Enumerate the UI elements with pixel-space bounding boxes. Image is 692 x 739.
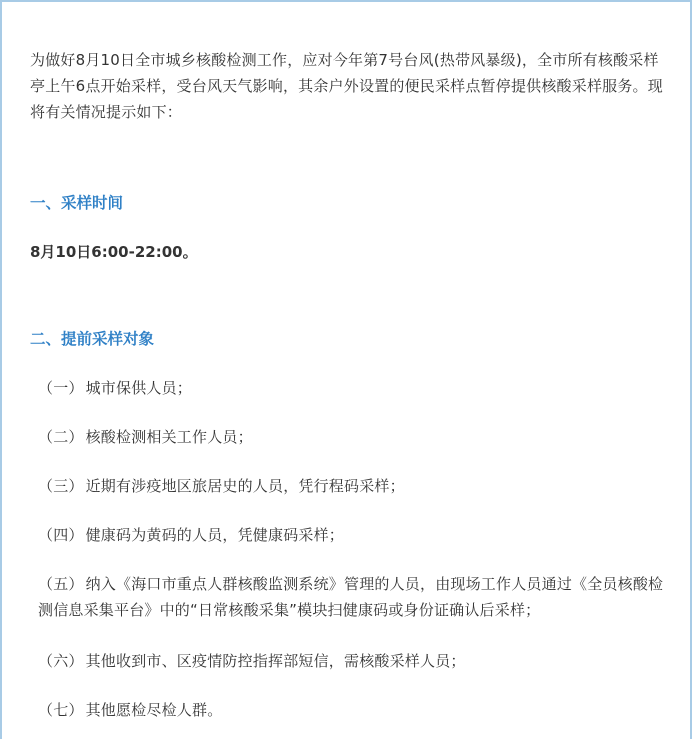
list-item-text: 核酸检测相关工作人员； <box>85 428 253 446</box>
list-item-text: 健康码为黄码的人员，凭健康码采样； <box>85 526 345 544</box>
list-item <box>30 522 670 548</box>
list-item-index: （四） <box>38 526 84 544</box>
sampling-time: 8月10日6:00-22:00。 <box>30 243 198 261</box>
list-item <box>30 424 670 450</box>
list-item <box>30 648 670 674</box>
list-item-index: （二） <box>38 428 84 446</box>
section-heading-targets: 二、提前采样对象 <box>30 330 155 348</box>
list-item <box>30 473 670 499</box>
list-item <box>30 697 670 723</box>
list-item-index: （六） <box>38 652 84 670</box>
list-item-index: （一） <box>38 379 84 397</box>
list-item-index: （三） <box>38 477 84 495</box>
list-item-text: 近期有涉疫地区旅居史的人员，凭行程码采样； <box>85 477 405 495</box>
list-item-index: （五） <box>38 575 84 593</box>
list-item-text: 纳入《海口市重点人群核酸监测系统》管理的人员，由现场工作人员通过《全员核酸检测信息采集平台》中的“日常核酸采集”模块扫健康码或身份证确认后采样； <box>38 575 664 619</box>
list-item <box>30 571 670 623</box>
intro-paragraph: 为做好8月10日全市城乡核酸检测工作，应对今年第7号台风(热带风暴级)，全市所有核酸采样亭上午6点开始采样，受台风天气影响，其余户外设置的便民采样点暂停提供核酸采样服务。现将有关情况提示如下： <box>30 51 663 121</box>
list-item-text: 城市保供人员； <box>85 379 193 397</box>
list-item-text: 其他收到市、区疫情防控指挥部短信，需核酸采样人员； <box>85 652 466 670</box>
list-item-index: （七） <box>38 701 84 719</box>
section-heading-time: 一、采样时间 <box>30 194 124 212</box>
list-item-text: 其他愿检尽检人群。 <box>85 701 223 719</box>
list-item <box>30 375 670 401</box>
